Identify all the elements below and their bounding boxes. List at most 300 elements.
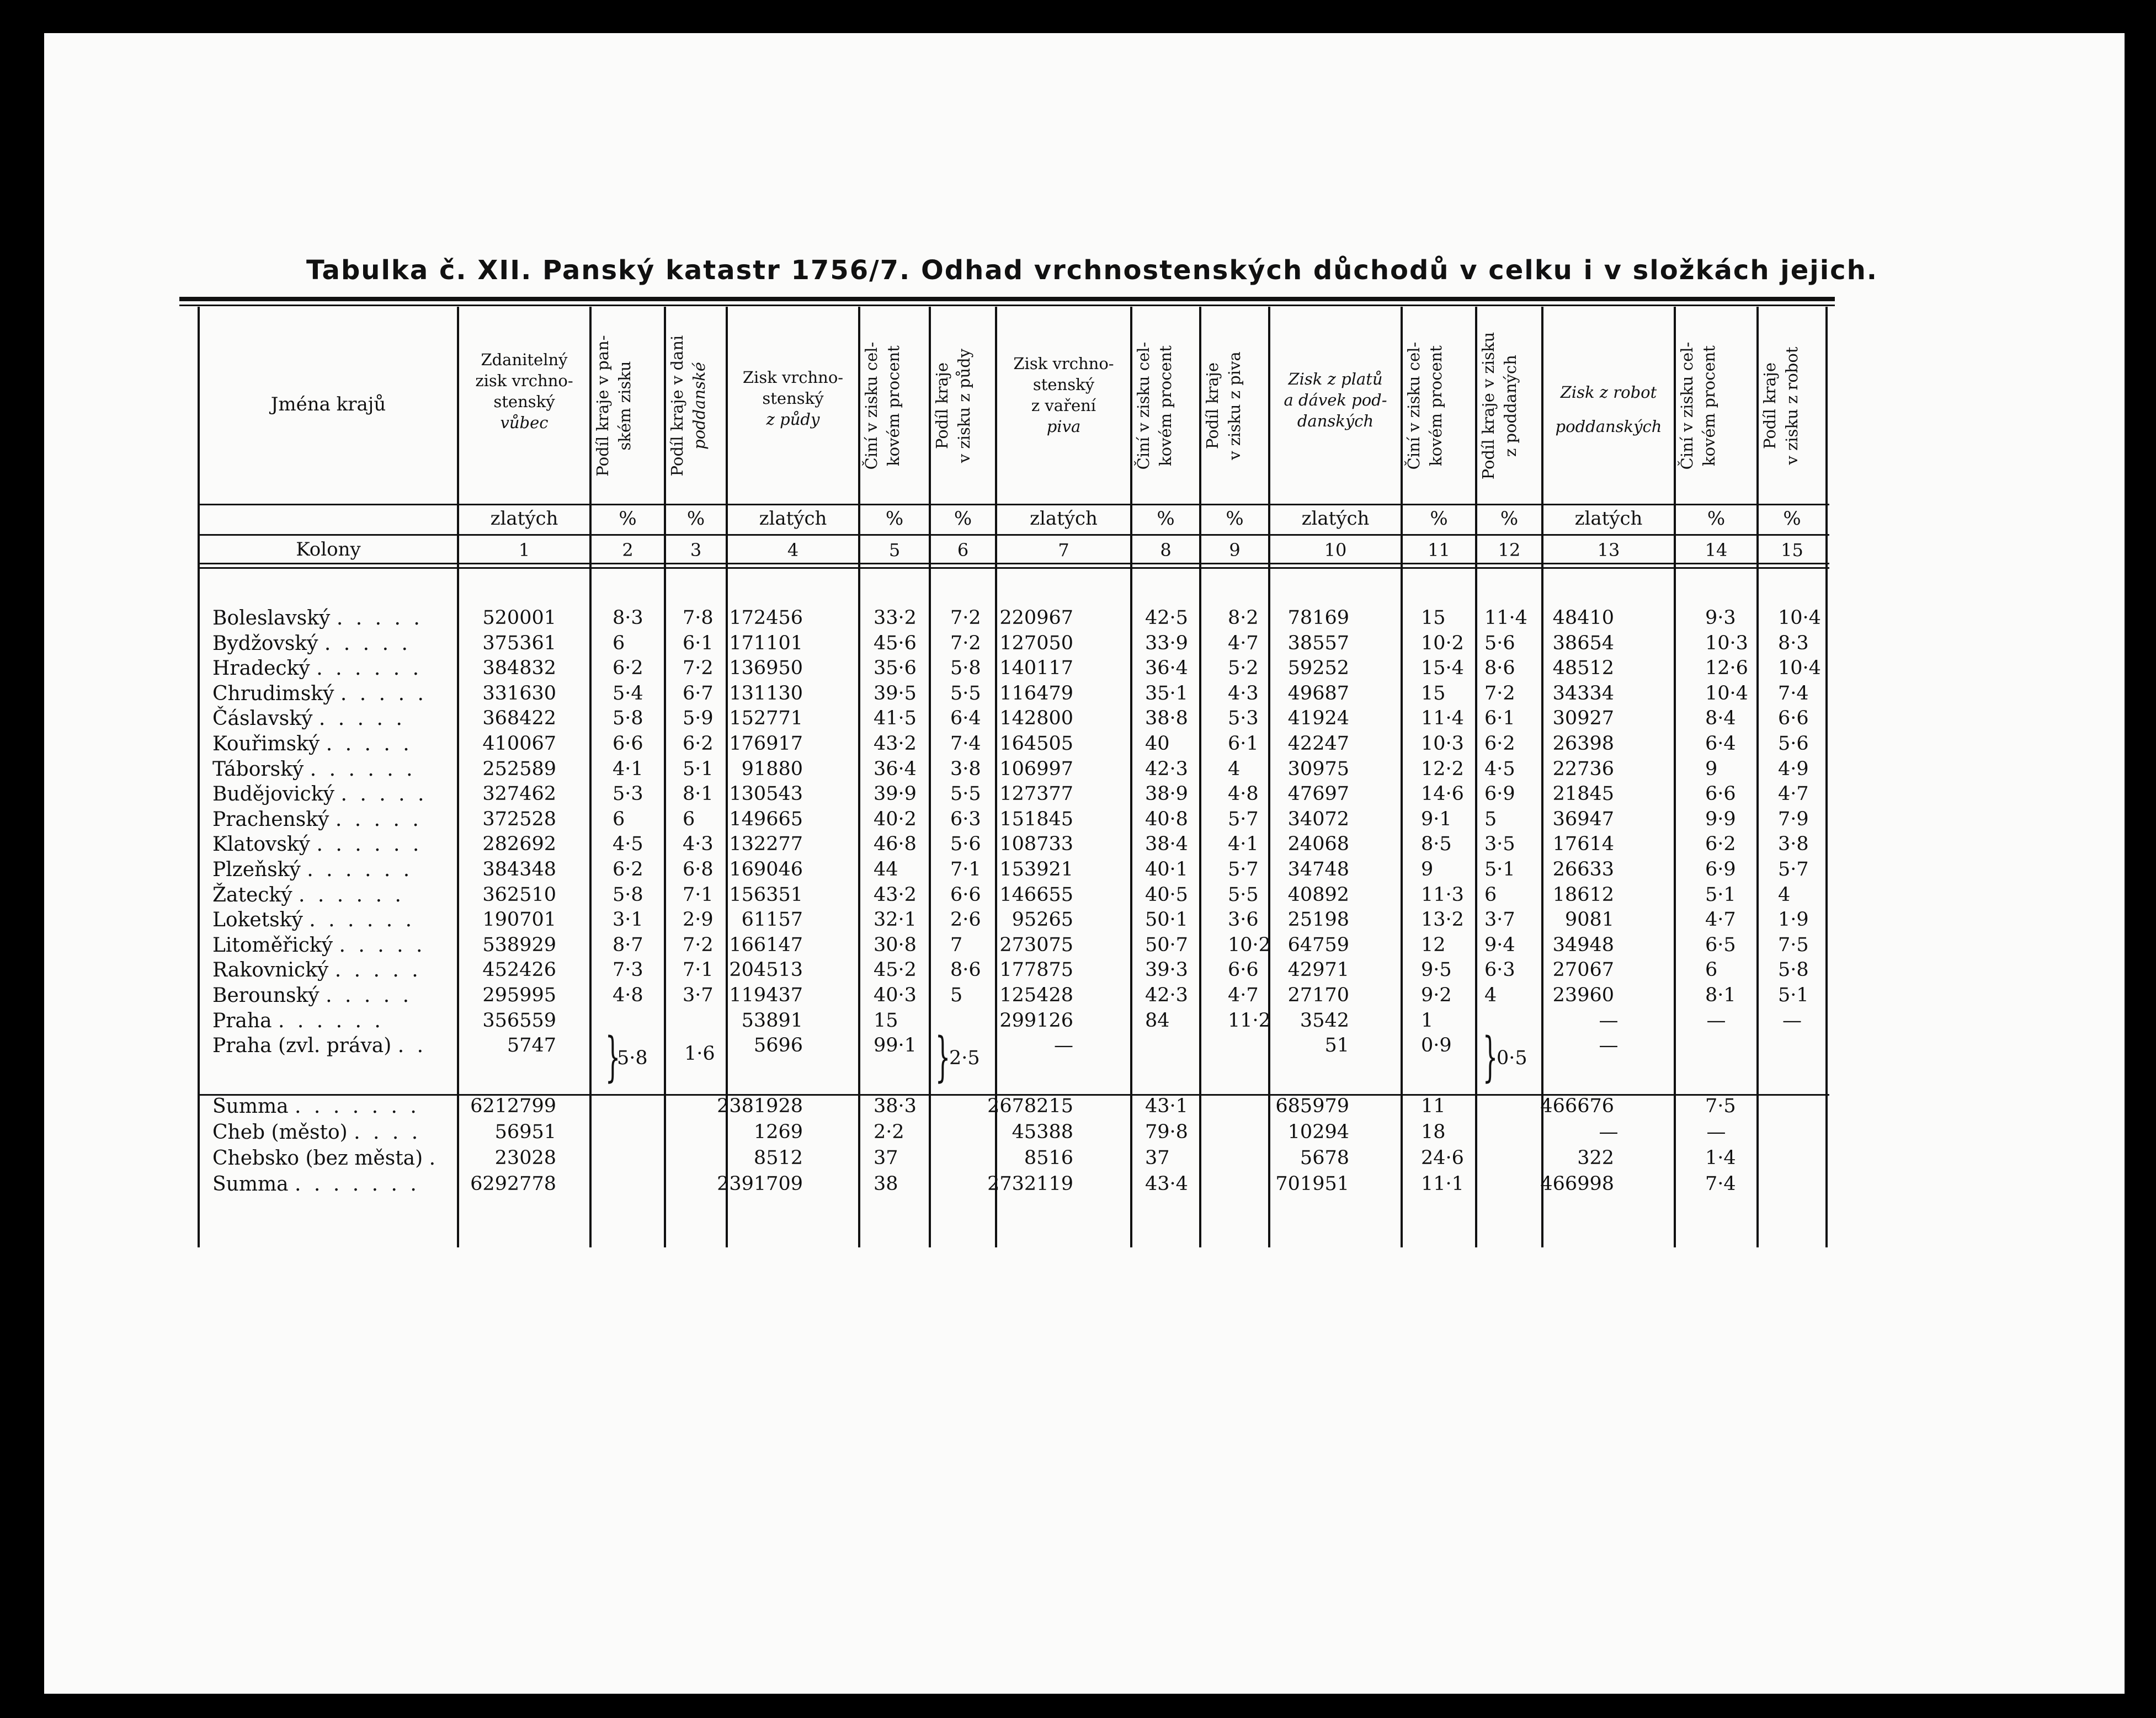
table-cell: 10·4 bbox=[1705, 682, 1748, 705]
table-cell: 7·5 bbox=[1705, 1095, 1736, 1117]
table-cell: 7·2 bbox=[683, 933, 714, 956]
table-cell: 322 bbox=[1577, 1147, 1614, 1169]
row-leader-dots: . . . . . bbox=[318, 707, 406, 730]
table-cell: 4·8 bbox=[613, 984, 643, 1006]
row-name bbox=[212, 733, 413, 755]
table-cell: 375361 bbox=[482, 632, 556, 654]
table-cell: 78169 bbox=[1287, 607, 1349, 629]
table-cell: 140117 bbox=[999, 657, 1073, 680]
unit-label: % bbox=[1226, 508, 1244, 530]
table-cell: 45388 bbox=[1012, 1121, 1073, 1143]
column-number: 9 bbox=[1229, 540, 1241, 561]
row-name-text: Litoměřický bbox=[212, 933, 333, 957]
table-cell: 22736 bbox=[1552, 757, 1614, 780]
table-cell: 12·6 bbox=[1705, 657, 1748, 680]
row-name bbox=[212, 959, 422, 981]
table-cell: 4·5 bbox=[1484, 757, 1515, 780]
table-cell: 42·3 bbox=[1145, 757, 1188, 780]
row-name bbox=[212, 808, 422, 831]
table-cell: 153921 bbox=[999, 858, 1073, 881]
column-number: 4 bbox=[787, 540, 799, 561]
row-name bbox=[212, 1121, 421, 1144]
row-leader-dots: . . . . . . bbox=[316, 657, 423, 680]
row-leader-dots: . . . . . . bbox=[278, 1009, 384, 1032]
table-cell: 35·1 bbox=[1145, 682, 1188, 705]
table-cell: 282692 bbox=[482, 833, 556, 856]
table-cell: 51 bbox=[1324, 1034, 1349, 1057]
table-cell: 295995 bbox=[482, 984, 556, 1006]
header-c11: Činí v zisku cel- kovém procent bbox=[1404, 342, 1445, 470]
table-cell: 6·2 bbox=[1705, 833, 1736, 856]
table-cell: 8516 bbox=[1024, 1147, 1073, 1169]
table-cell: 149665 bbox=[729, 808, 803, 830]
table-cell: 38·9 bbox=[1145, 783, 1188, 805]
table-cell: 5 bbox=[1484, 808, 1497, 830]
table-cell: 5·1 bbox=[1484, 858, 1515, 881]
table-cell: 466676 bbox=[1540, 1095, 1614, 1117]
row-name-text: Čáslavský bbox=[212, 707, 313, 730]
table-cell: 99·1 bbox=[874, 1034, 917, 1057]
table-cell: 177875 bbox=[999, 959, 1073, 981]
table-cell: 21845 bbox=[1552, 783, 1614, 805]
table-cell: 6·3 bbox=[950, 808, 981, 830]
table-cell: 6·4 bbox=[950, 707, 981, 730]
row-leader-dots: . . . . . bbox=[339, 933, 426, 957]
table-cell: 95265 bbox=[1012, 909, 1073, 931]
table-cell: 8·6 bbox=[1484, 657, 1515, 680]
table-cell: 46·8 bbox=[874, 833, 917, 856]
table-cell: 362510 bbox=[482, 883, 556, 906]
row-name bbox=[212, 682, 427, 705]
table-cell: 6·6 bbox=[950, 883, 981, 906]
brace: } bbox=[605, 1026, 621, 1088]
row-leader-dots: . . . . . bbox=[340, 682, 427, 705]
table-cell: 17614 bbox=[1552, 833, 1614, 856]
row-name bbox=[212, 657, 422, 680]
table-cell: 116479 bbox=[999, 682, 1073, 705]
table-cell: 30·8 bbox=[874, 933, 917, 956]
column-number: 12 bbox=[1498, 540, 1521, 561]
row-name-text: Chebsko (bez města) bbox=[212, 1147, 423, 1170]
table-cell: 1·4 bbox=[1705, 1147, 1736, 1169]
table-cell: 8512 bbox=[753, 1147, 803, 1169]
table-cell: 4·3 bbox=[1228, 682, 1259, 705]
table-cell: 2·2 bbox=[874, 1121, 904, 1143]
table-cell: 130543 bbox=[729, 783, 803, 805]
column-number: 5 bbox=[888, 540, 901, 561]
table-cell: 7·4 bbox=[1705, 1173, 1736, 1195]
table-cell: 2678215 bbox=[987, 1095, 1073, 1117]
row-name bbox=[212, 984, 412, 1007]
table-cell: 61157 bbox=[741, 909, 803, 931]
table-cell: 38557 bbox=[1287, 632, 1349, 654]
table-cell: 33·2 bbox=[874, 607, 917, 629]
table-cell: 6·8 bbox=[683, 858, 714, 881]
unit-label: % bbox=[1707, 508, 1726, 530]
header-c7: Zisk vrchno- stenský z vaření piva bbox=[1013, 354, 1114, 436]
unit-label: % bbox=[1430, 508, 1448, 530]
row-leader-dots: . . . . bbox=[354, 1121, 422, 1144]
table-cell: 6·1 bbox=[1228, 733, 1259, 755]
row-name-text: Praha bbox=[212, 1009, 272, 1032]
table-cell: 53891 bbox=[741, 1009, 803, 1032]
table-cell: 6 bbox=[683, 808, 695, 830]
table-cell: 27170 bbox=[1287, 984, 1349, 1006]
table-cell: 14·6 bbox=[1421, 783, 1464, 805]
table-title: Tabulka č. XII. Panský katastr 1756/7. Odhad vrchnostenských důchodů v celku i v složkách jejich. bbox=[306, 255, 1878, 286]
table-cell: 48410 bbox=[1552, 607, 1614, 629]
table-cell: 166147 bbox=[729, 933, 803, 956]
table-cell: 41·5 bbox=[874, 707, 917, 730]
table-cell: 39·3 bbox=[1145, 959, 1188, 981]
row-name-text: Kouřimský bbox=[212, 733, 320, 755]
table-cell: 6·6 bbox=[1228, 959, 1259, 981]
table-cell: 4·8 bbox=[1228, 783, 1259, 805]
row-name bbox=[212, 934, 426, 957]
table-cell: 3·6 bbox=[1228, 909, 1259, 931]
row-leader-dots: . . . . . bbox=[336, 607, 423, 629]
row-name-text: Berounský bbox=[212, 984, 320, 1007]
table-cell: 6·9 bbox=[1484, 783, 1515, 805]
row-name-text: Rakovnický bbox=[212, 959, 329, 982]
header-c4: Zisk vrchno- stenský z půdy bbox=[742, 368, 844, 429]
row-name bbox=[212, 783, 427, 805]
table-cell: 38·8 bbox=[1145, 707, 1188, 730]
header-rule-3 bbox=[199, 563, 1829, 564]
table-cell: 452426 bbox=[482, 959, 556, 981]
table-cell: 9·9 bbox=[1705, 808, 1736, 830]
table-cell: 6·2 bbox=[1484, 733, 1515, 755]
table-cell: 32·1 bbox=[874, 909, 917, 931]
table-cell: 5·5 bbox=[1228, 883, 1259, 906]
unit-label: % bbox=[954, 508, 972, 530]
praha-merged-c2: 5·8 bbox=[617, 1047, 648, 1069]
table-cell: 9·1 bbox=[1421, 808, 1452, 830]
table-cell: 34948 bbox=[1552, 933, 1614, 956]
table-cell: 4·7 bbox=[1228, 632, 1259, 654]
table-cell: 11·4 bbox=[1421, 707, 1464, 730]
column-number: 6 bbox=[957, 540, 969, 561]
table-cell: 5·9 bbox=[683, 707, 714, 730]
table-cell: 9 bbox=[1705, 757, 1718, 780]
table-cell: 33·9 bbox=[1145, 632, 1188, 654]
row-leader-dots: . . . . . bbox=[340, 783, 428, 806]
table-cell: 11·3 bbox=[1421, 883, 1464, 906]
table-cell: 9 bbox=[1421, 858, 1434, 881]
table-cell: 5·8 bbox=[950, 657, 981, 680]
table-cell: 5·3 bbox=[613, 783, 643, 805]
table-cell: 43·2 bbox=[874, 883, 917, 906]
table-cell: 40·1 bbox=[1145, 858, 1188, 881]
row-name-text: Klatovský bbox=[212, 833, 310, 856]
table-cell: 142800 bbox=[999, 707, 1073, 730]
table-cell: 5747 bbox=[507, 1034, 556, 1057]
table-cell: 384348 bbox=[482, 858, 556, 881]
unit-label: zlatých bbox=[1574, 508, 1643, 530]
table-cell: 2732119 bbox=[987, 1173, 1073, 1195]
table-cell: 40·2 bbox=[874, 808, 917, 830]
table-cell: 50·7 bbox=[1145, 933, 1188, 956]
table-cell: 299126 bbox=[999, 1009, 1073, 1032]
table-cell: 5·7 bbox=[1228, 858, 1259, 881]
table-cell: 127050 bbox=[999, 632, 1073, 654]
table-cell: 1·9 bbox=[1778, 909, 1809, 931]
table-cell: 6·3 bbox=[1484, 959, 1515, 981]
table-cell: 40 bbox=[1145, 733, 1170, 755]
row-name-text: Bydžovský bbox=[212, 632, 318, 655]
table-cell: 13·2 bbox=[1421, 909, 1464, 931]
table-cell: 5·7 bbox=[1778, 858, 1809, 881]
table-cell: 4·7 bbox=[1228, 984, 1259, 1006]
row-leader-dots: . . . . . bbox=[326, 984, 413, 1007]
row-leader-dots: . . . . . . bbox=[316, 833, 423, 856]
brace: } bbox=[1482, 1026, 1498, 1088]
table-cell: 131130 bbox=[729, 682, 803, 705]
table-cell: 26398 bbox=[1552, 733, 1614, 755]
table-cell: 43·4 bbox=[1145, 1173, 1188, 1195]
table-cell: 4 bbox=[1484, 984, 1497, 1006]
table-cell: 11·1 bbox=[1421, 1173, 1464, 1195]
table-cell: 30975 bbox=[1287, 757, 1349, 780]
row-leader-dots: . . . . . . bbox=[309, 909, 416, 932]
table-cell: 35·6 bbox=[874, 657, 917, 680]
unit-label: zlatých bbox=[490, 508, 558, 530]
row-name-text: Boleslavský bbox=[212, 607, 331, 629]
table-cell: 34748 bbox=[1287, 858, 1349, 881]
header-names: Jména krajů bbox=[270, 393, 386, 415]
table-cell: 26633 bbox=[1552, 858, 1614, 881]
table-cell: 5·6 bbox=[950, 833, 981, 856]
table-cell: 7·2 bbox=[1484, 682, 1515, 705]
row-name-text: Praha (zvl. práva) bbox=[212, 1034, 392, 1058]
kolony-label: Kolony bbox=[296, 538, 361, 561]
table-cell: 23028 bbox=[494, 1147, 556, 1169]
unit-label: % bbox=[686, 508, 705, 530]
table-cell: 384832 bbox=[482, 657, 556, 680]
table-cell: 119437 bbox=[729, 984, 803, 1006]
table-cell: 5·5 bbox=[950, 682, 981, 705]
table-cell: 6·6 bbox=[1778, 707, 1809, 730]
table-cell: 252589 bbox=[482, 757, 556, 780]
table-cell: 6 bbox=[1484, 883, 1497, 906]
table-cell: 2·9 bbox=[683, 909, 714, 931]
row-name bbox=[212, 1010, 384, 1032]
table-cell: 9·4 bbox=[1484, 933, 1515, 956]
table-cell: — bbox=[1599, 1034, 1619, 1057]
table-cell: 327462 bbox=[482, 783, 556, 805]
table-cell: 8·1 bbox=[1705, 984, 1736, 1006]
table-cell: 8·3 bbox=[613, 607, 643, 629]
unit-label: % bbox=[1157, 508, 1175, 530]
table-cell: 7·2 bbox=[683, 657, 714, 680]
row-leader-dots: . . . . . . bbox=[299, 883, 404, 906]
table-cell: 6·1 bbox=[1484, 707, 1515, 730]
table-cell: 34072 bbox=[1287, 808, 1349, 830]
header-c5: Činí v zisku cel- kovém procent bbox=[862, 342, 903, 470]
table-cell: 3·5 bbox=[1484, 833, 1515, 856]
header-c1: Zdanitelný zisk vrchno- stenský vůbec bbox=[475, 350, 573, 432]
table-cell: 176917 bbox=[729, 733, 803, 755]
header-c14: Činí v zisku cel- kovém procent bbox=[1678, 342, 1718, 470]
row-name-text: Cheb (město) bbox=[212, 1121, 348, 1144]
table-cell: 11 bbox=[1421, 1095, 1446, 1117]
table-cell: 7·8 bbox=[683, 607, 714, 629]
table-cell: 356559 bbox=[482, 1009, 556, 1032]
header-rule-1 bbox=[199, 504, 1829, 505]
table-cell: 0·9 bbox=[1421, 1034, 1452, 1057]
row-name-text: Plzeňský bbox=[212, 858, 301, 881]
table-cell: 5696 bbox=[753, 1034, 803, 1057]
row-name bbox=[212, 833, 422, 856]
table-cell: 6·6 bbox=[1705, 783, 1736, 805]
table-cell: 12·2 bbox=[1421, 757, 1464, 780]
row-leader-dots: . . . . . . bbox=[307, 858, 413, 881]
header-rule-2 bbox=[199, 534, 1829, 536]
table-cell: 5678 bbox=[1300, 1147, 1349, 1169]
row-leader-dots: . . . . . bbox=[326, 733, 413, 755]
table-cell: 3·1 bbox=[613, 909, 643, 931]
table-cell: 7·9 bbox=[1778, 808, 1809, 830]
table-cell: 4·1 bbox=[613, 757, 643, 780]
table-cell: 125428 bbox=[999, 984, 1073, 1006]
unit-label: zlatých bbox=[1301, 508, 1370, 530]
table-cell: 48512 bbox=[1552, 657, 1614, 680]
table-cell: 3·8 bbox=[950, 757, 981, 780]
row-name bbox=[212, 1173, 420, 1196]
table-cell: 5·7 bbox=[1228, 808, 1259, 830]
table-cell: 5·6 bbox=[1484, 632, 1515, 654]
table-cell: 6·1 bbox=[683, 632, 714, 654]
table-cell: 7·2 bbox=[950, 632, 981, 654]
table-cell: — bbox=[1054, 1034, 1073, 1057]
table-cell: 520001 bbox=[482, 607, 556, 629]
table-cell: 8·2 bbox=[1228, 607, 1259, 629]
row-name bbox=[212, 1095, 420, 1118]
col-line bbox=[198, 307, 200, 1247]
table-cell: 10·4 bbox=[1778, 607, 1821, 629]
table-cell: 27067 bbox=[1552, 959, 1614, 981]
table-cell: 6·2 bbox=[683, 733, 714, 755]
unit-label: zlatých bbox=[1030, 508, 1098, 530]
table-cell: 331630 bbox=[482, 682, 556, 705]
table-cell: 42247 bbox=[1287, 733, 1349, 755]
table-cell: 18 bbox=[1421, 1121, 1446, 1143]
row-name bbox=[212, 758, 416, 781]
row-leader-dots: . . bbox=[397, 1034, 427, 1058]
header-c8: Činí v zisku cel- kovém procent bbox=[1134, 342, 1175, 470]
row-name-text: Žatecký bbox=[212, 883, 292, 906]
table-cell: 40·3 bbox=[874, 984, 917, 1006]
row-name bbox=[212, 1034, 427, 1057]
table-cell: 10·4 bbox=[1778, 657, 1821, 680]
table-cell: 5·1 bbox=[1778, 984, 1809, 1006]
column-number: 15 bbox=[1781, 540, 1803, 561]
header-c3: Podíl kraje v dani poddanské bbox=[668, 335, 709, 477]
unit-label: % bbox=[1500, 508, 1519, 530]
table-cell: 172456 bbox=[729, 607, 803, 629]
row-name-text: Prachenský bbox=[212, 808, 329, 831]
table-cell: 6212799 bbox=[470, 1095, 556, 1117]
table-cell: 4 bbox=[1228, 757, 1241, 780]
table-cell: 164505 bbox=[999, 733, 1073, 755]
table-cell: 106997 bbox=[999, 757, 1073, 780]
table-cell: 151845 bbox=[999, 808, 1073, 830]
table-cell: 410067 bbox=[482, 733, 556, 755]
table-cell: 538929 bbox=[482, 933, 556, 956]
header-c15: Podíl kraje v zisku z robot bbox=[1760, 346, 1801, 465]
table-cell: 5·4 bbox=[613, 682, 643, 705]
table-cell: 6 bbox=[1705, 959, 1718, 981]
row-leader-dots: . bbox=[429, 1147, 439, 1170]
column-number: 14 bbox=[1705, 540, 1728, 561]
row-name-text: Chrudimský bbox=[212, 682, 334, 705]
table-cell: 8·3 bbox=[1778, 632, 1809, 654]
unit-label: % bbox=[885, 508, 904, 530]
table-cell: 18612 bbox=[1552, 883, 1614, 906]
column-number: 11 bbox=[1428, 540, 1450, 561]
table-cell: 40·8 bbox=[1145, 808, 1188, 830]
table-cell: 368422 bbox=[482, 707, 556, 730]
table-cell: 6·7 bbox=[683, 682, 714, 705]
table-cell: 10·2 bbox=[1421, 632, 1464, 654]
table-cell: 5·3 bbox=[1228, 707, 1259, 730]
table-cell: 36947 bbox=[1552, 808, 1614, 830]
table-cell: 152771 bbox=[729, 707, 803, 730]
unit-label: zlatých bbox=[759, 508, 827, 530]
table-cell: — bbox=[1782, 1009, 1802, 1032]
header-rule-4 bbox=[199, 567, 1829, 569]
table-cell: 38 bbox=[874, 1173, 898, 1195]
table-cell: 42·3 bbox=[1145, 984, 1188, 1006]
table-cell: 24068 bbox=[1287, 833, 1349, 856]
table-cell: 37 bbox=[874, 1147, 898, 1169]
table-cell: 6 bbox=[613, 808, 625, 830]
table-cell: 42971 bbox=[1287, 959, 1349, 981]
row-name-text: Budějovický bbox=[212, 783, 334, 806]
table-cell: 136950 bbox=[729, 657, 803, 680]
row-leader-dots: . . . . . . . bbox=[295, 1173, 420, 1196]
row-leader-dots: . . . . . bbox=[335, 808, 422, 831]
praha-merged-c12: 0·5 bbox=[1497, 1047, 1527, 1069]
row-name bbox=[212, 909, 415, 931]
column-number: 2 bbox=[622, 540, 634, 561]
table-cell: 25198 bbox=[1287, 909, 1349, 931]
row-leader-dots: . . . . . . bbox=[310, 757, 416, 781]
header-c12: Podíl kraje v zisku z poddaných bbox=[1479, 332, 1520, 480]
row-name bbox=[212, 1147, 439, 1170]
table-cell: 49687 bbox=[1287, 682, 1349, 705]
table-cell: 372528 bbox=[482, 808, 556, 830]
table-cell: 7·1 bbox=[950, 858, 981, 881]
table-cell: 44 bbox=[874, 858, 898, 881]
table-cell: 56951 bbox=[494, 1121, 556, 1143]
table-cell: 6·4 bbox=[1705, 733, 1736, 755]
table-cell: 4·9 bbox=[1778, 757, 1809, 780]
table-cell: 4·5 bbox=[613, 833, 643, 856]
table-cell: 79·8 bbox=[1145, 1121, 1188, 1143]
table-cell: 7·5 bbox=[1778, 933, 1809, 956]
top-rule bbox=[179, 297, 1835, 301]
table-cell: 5·5 bbox=[950, 783, 981, 805]
table-cell: 37 bbox=[1145, 1147, 1170, 1169]
table-cell: 7·4 bbox=[950, 733, 981, 755]
table-cell: 43·2 bbox=[874, 733, 917, 755]
table-cell: 3542 bbox=[1300, 1009, 1349, 1032]
table-cell: 9·5 bbox=[1421, 959, 1452, 981]
table-cell: 6·5 bbox=[1705, 933, 1736, 956]
table-cell: 12 bbox=[1421, 933, 1446, 956]
table-cell: 10·3 bbox=[1705, 632, 1748, 654]
